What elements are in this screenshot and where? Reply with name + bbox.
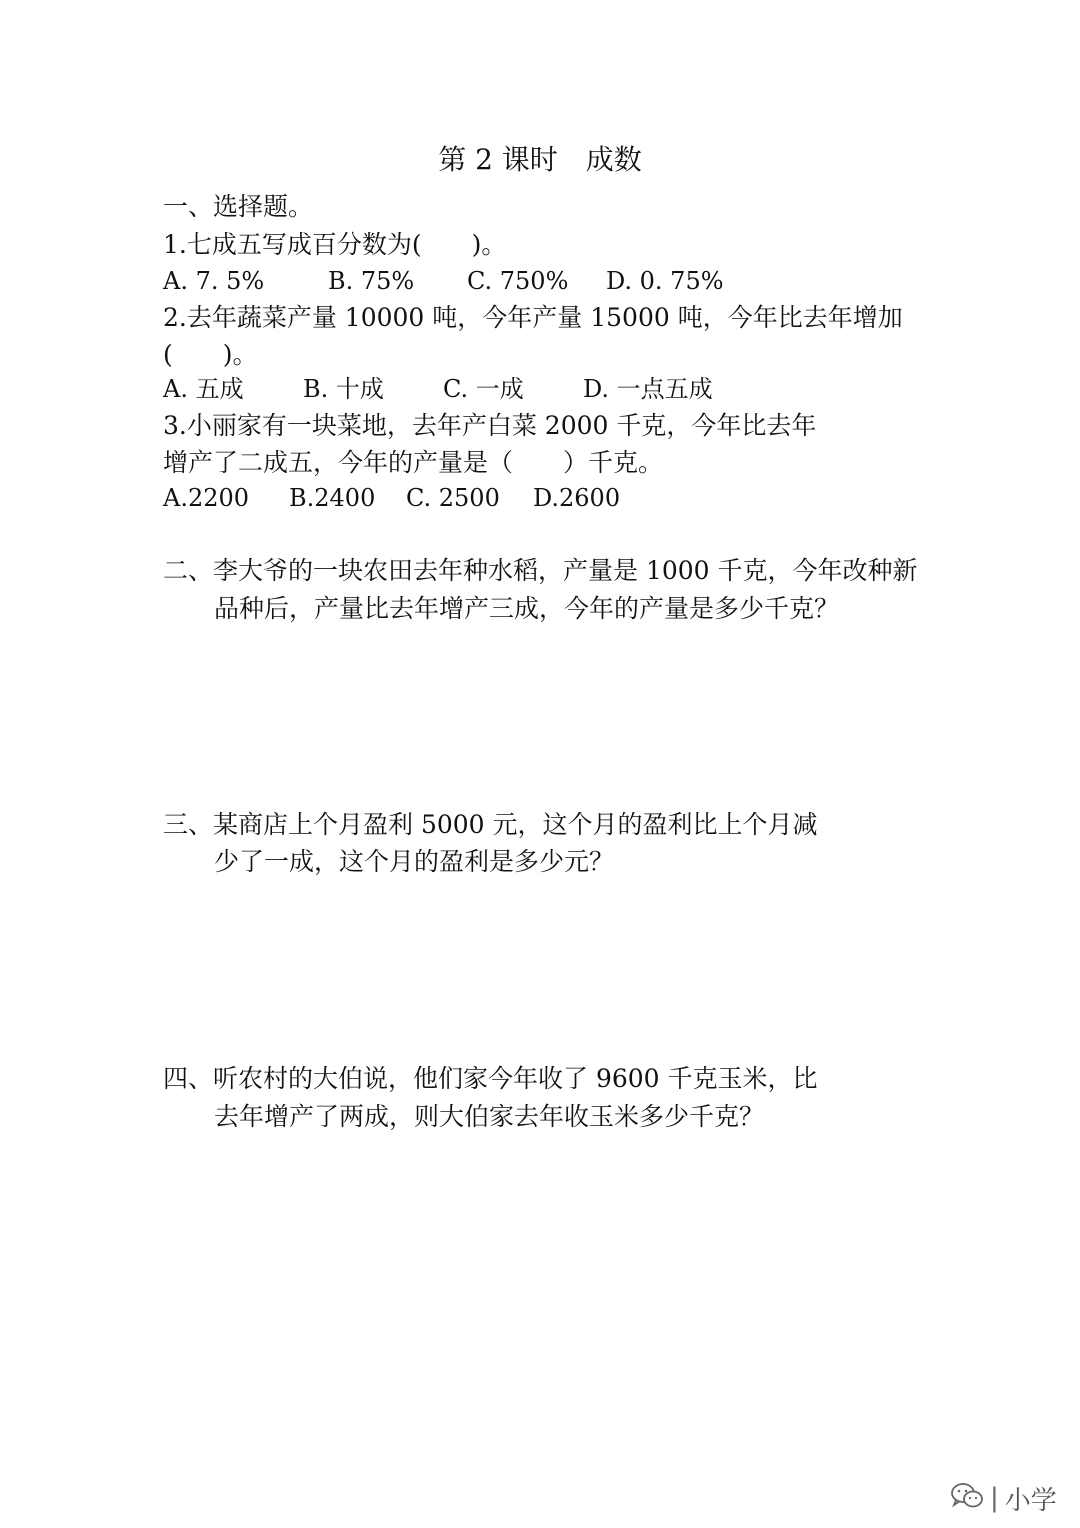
q1-option-c: C. 750% <box>467 267 569 295</box>
q3-option-d: D.2600 <box>533 484 621 512</box>
section4-line2: 去年增产了两成，则大伯家去年收玉米多少千克？ <box>214 1102 765 1131</box>
q2-option-b: B. 十成 <box>303 375 384 403</box>
section3-line1: 三、某商店上个月盈利 5000 元，这个月的盈利比上个月减 <box>163 810 818 839</box>
q3-option-c: C. 2500 <box>406 484 500 512</box>
watermark: | 小学 <box>950 1478 1057 1518</box>
q3-option-a: A.2200 <box>163 484 250 512</box>
q3-option-b: B.2400 <box>289 484 376 512</box>
section3-line2: 少了一成，这个月的盈利是多少元？ <box>214 847 615 876</box>
section2-line1: 二、李大爷的一块农田去年种水稻，产量是 1000 千克，今年改种新 <box>163 556 918 585</box>
q3-stem-line2: 增产了二成五，今年的产量是（ ）千克。 <box>163 448 664 477</box>
q1-option-d: D. 0. 75% <box>606 267 724 295</box>
q2-option-a: A. 五成 <box>163 375 244 403</box>
q1-option-b: B. 75% <box>328 267 415 295</box>
watermark-text: 小学 <box>1004 1485 1057 1516</box>
q2-stem-line1: 2.去年蔬菜产量 10000 吨，今年产量 15000 吨，今年比去年增加 <box>163 303 903 332</box>
q1-stem: 1.七成五写成百分数为( )。 <box>163 230 507 259</box>
q2-option-c: C. 一成 <box>443 375 524 403</box>
page-title: 第 2 课时 成数 <box>438 143 642 176</box>
q2-stem-line2: ( )。 <box>163 340 258 369</box>
section2-line2: 品种后，产量比去年增产三成，今年的产量是多少千克？ <box>214 594 840 623</box>
q3-stem-line1: 3.小丽家有一块菜地，去年产白菜 2000 千克，今年比去年 <box>163 411 817 440</box>
section4-line1: 四、听农村的大伯说，他们家今年收了 9600 千克玉米，比 <box>163 1064 818 1093</box>
q1-option-a: A. 7. 5% <box>163 267 265 295</box>
section1-heading: 一、选择题。 <box>163 192 314 221</box>
wechat-icon <box>950 1482 984 1514</box>
q2-option-d: D. 一点五成 <box>583 375 713 403</box>
